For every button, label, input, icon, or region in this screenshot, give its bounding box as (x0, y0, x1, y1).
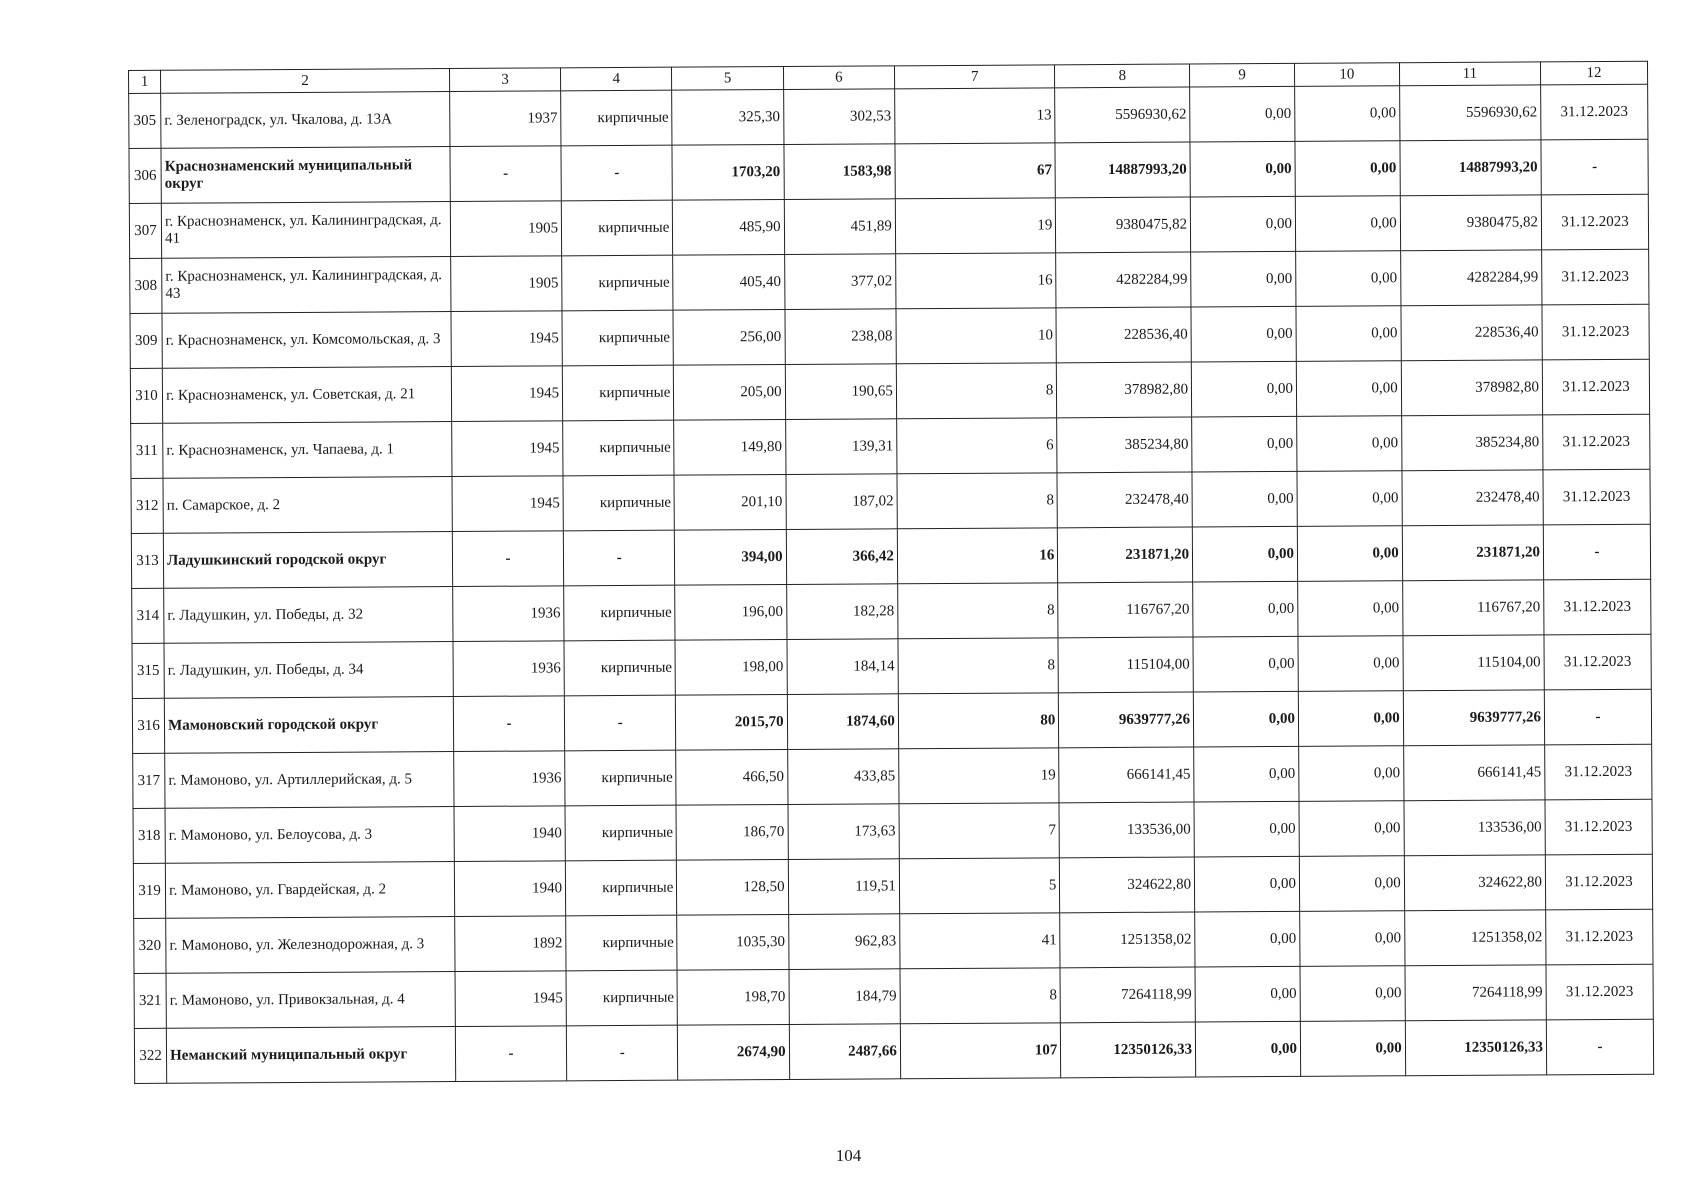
header-cell: 2 (161, 69, 450, 94)
local-cost-cell: 12350126,33 (1405, 1020, 1547, 1076)
deadline-cell: 31.12.2023 (1546, 909, 1653, 965)
address-cell: г. Краснознаменск, ул. Советская, д. 21 (162, 367, 451, 424)
deadline-cell: 31.12.2023 (1546, 964, 1653, 1020)
living-area-cell: 187,02 (786, 474, 898, 530)
wall-material-cell: кирпичные (562, 365, 674, 421)
year-cell: - (455, 1026, 567, 1082)
document-sheet (128, 61, 1654, 1084)
address-cell: Ладушкинский городской округ (163, 532, 452, 589)
budget-cost-cell: 0,00 (1296, 361, 1401, 417)
row-number-cell: 307 (129, 203, 161, 258)
residents-cell: 80 (898, 693, 1059, 749)
fund-cost-cell: 0,00 (1193, 581, 1298, 637)
year-cell: 1940 (454, 806, 566, 862)
table-row (130, 304, 1649, 368)
wall-material-cell: кирпичные (561, 90, 673, 146)
year-cell: 1945 (452, 421, 564, 477)
address-cell: п. Самарское, д. 2 (163, 477, 452, 534)
total-area-cell: 256,00 (673, 309, 785, 365)
year-cell: - (452, 531, 564, 587)
table-row (131, 469, 1650, 533)
residents-cell: 107 (900, 1023, 1061, 1079)
address-cell: г. Краснознаменск, ул. Чапаева, д. 1 (163, 422, 452, 479)
row-number-cell: 311 (131, 423, 163, 478)
header-cell: 7 (894, 65, 1055, 89)
living-area-cell: 184,79 (789, 969, 901, 1025)
total-cost-cell: 116767,20 (1058, 582, 1193, 638)
housing-register-table (128, 61, 1654, 1084)
year-cell: 1945 (451, 311, 563, 367)
total-area-cell: 2674,90 (678, 1024, 790, 1080)
budget-cost-cell: 0,00 (1298, 636, 1403, 692)
budget-cost-cell: 0,00 (1295, 196, 1400, 252)
budget-cost-cell: 0,00 (1295, 86, 1400, 142)
residents-cell: 8 (898, 583, 1059, 639)
total-cost-cell: 378982,80 (1057, 362, 1192, 418)
fund-cost-cell: 0,00 (1195, 1021, 1300, 1077)
table-body (129, 61, 1654, 1083)
address-cell: Неманский муниципальный округ (166, 1027, 455, 1084)
wall-material-cell: кирпичные (564, 640, 676, 696)
year-cell: 1905 (450, 201, 562, 257)
living-area-cell: 302,53 (783, 89, 895, 145)
residents-cell: 6 (897, 418, 1058, 474)
total-area-cell: 149,80 (674, 419, 786, 475)
year-cell: 1945 (452, 476, 564, 532)
address-cell: г. Мамоново, ул. Артиллерийская, д. 5 (165, 752, 454, 809)
wall-material-cell: кирпичные (565, 750, 677, 806)
total-cost-cell: 9380475,82 (1056, 197, 1191, 253)
table-row (129, 194, 1648, 258)
page-number: 104 (835, 1146, 862, 1165)
living-area-cell: 173,63 (788, 804, 900, 860)
local-cost-cell: 385234,80 (1401, 415, 1543, 471)
year-cell: 1905 (451, 256, 563, 312)
fund-cost-cell: 0,00 (1194, 856, 1299, 912)
address-cell: г. Ладушкин, ул. Победы, д. 32 (164, 587, 453, 644)
table-row (134, 964, 1653, 1028)
address-cell: Краснознаменский муниципальный округ (161, 147, 450, 204)
table-row (131, 414, 1650, 478)
total-cost-cell: 133536,00 (1059, 802, 1194, 858)
wall-material-cell: кирпичные (561, 200, 673, 256)
table-row (132, 634, 1651, 698)
header-cell: 12 (1540, 61, 1647, 85)
wall-material-cell: кирпичные (565, 860, 677, 916)
row-number-cell: 313 (131, 533, 163, 588)
living-area-cell: 139,31 (785, 419, 897, 475)
fund-cost-cell: 0,00 (1192, 471, 1297, 527)
residents-cell: 8 (898, 638, 1059, 694)
total-cost-cell: 115104,00 (1058, 637, 1193, 693)
local-cost-cell: 666141,45 (1403, 745, 1545, 801)
district-subtotal-row (134, 1019, 1653, 1083)
year-cell: 1936 (453, 641, 565, 697)
living-area-cell: 1583,98 (784, 144, 896, 200)
deadline-cell: 31.12.2023 (1543, 414, 1650, 470)
header-cell: 11 (1399, 62, 1540, 86)
budget-cost-cell: 0,00 (1299, 856, 1404, 912)
local-cost-cell: 231871,20 (1402, 525, 1544, 581)
row-number-cell: 317 (133, 753, 165, 808)
budget-cost-cell: 0,00 (1297, 416, 1402, 472)
total-area-cell: 186,70 (676, 804, 788, 860)
deadline-cell: 31.12.2023 (1541, 84, 1648, 140)
year-cell: 1936 (454, 751, 566, 807)
address-cell: г. Мамоново, ул. Гвардейская, д. 2 (165, 862, 454, 919)
deadline-cell: - (1541, 139, 1648, 195)
living-area-cell: 451,89 (784, 199, 896, 255)
local-cost-cell: 324622,80 (1404, 855, 1546, 911)
address-cell: г. Мамоново, ул. Привокзальная, д. 4 (166, 972, 455, 1029)
header-cell: 4 (561, 67, 672, 91)
row-number-cell: 320 (134, 918, 166, 973)
fund-cost-cell: 0,00 (1194, 801, 1299, 857)
local-cost-cell: 7264118,99 (1405, 965, 1547, 1021)
header-cell: 8 (1055, 64, 1190, 88)
deadline-cell: 31.12.2023 (1545, 744, 1652, 800)
address-cell: г. Краснознаменск, ул. Калининградская, д. 43 (162, 257, 451, 314)
deadline-cell: - (1544, 689, 1651, 745)
residents-cell: 19 (895, 198, 1056, 254)
header-cell: 10 (1294, 63, 1399, 87)
residents-cell: 8 (896, 363, 1057, 419)
local-cost-cell: 133536,00 (1404, 800, 1546, 856)
deadline-cell: 31.12.2023 (1542, 304, 1649, 360)
wall-material-cell: кирпичные (563, 475, 675, 531)
row-number-cell: 319 (133, 863, 165, 918)
total-area-cell: 198,70 (677, 969, 789, 1025)
wall-material-cell: кирпичные (566, 970, 678, 1026)
total-area-cell: 196,00 (675, 584, 787, 640)
wall-material-cell: - (563, 530, 675, 586)
local-cost-cell: 115104,00 (1403, 635, 1545, 691)
wall-material-cell: кирпичные (562, 255, 674, 311)
deadline-cell: 31.12.2023 (1542, 359, 1649, 415)
deadline-cell: 31.12.2023 (1544, 634, 1651, 690)
row-number-cell: 321 (134, 973, 166, 1028)
residents-cell: 5 (899, 858, 1060, 914)
local-cost-cell: 9380475,82 (1400, 195, 1542, 251)
total-area-cell: 405,40 (673, 254, 785, 310)
living-area-cell: 366,42 (786, 529, 898, 585)
total-area-cell: 205,00 (674, 364, 786, 420)
budget-cost-cell: 0,00 (1297, 471, 1402, 527)
table-row (130, 359, 1649, 423)
address-cell: г. Краснознаменск, ул. Комсомольская, д. 3 (162, 312, 451, 369)
wall-material-cell: - (566, 1025, 678, 1081)
total-area-cell: 466,50 (676, 749, 788, 805)
year-cell: - (453, 696, 565, 752)
living-area-cell: 119,51 (788, 859, 900, 915)
fund-cost-cell: 0,00 (1193, 691, 1298, 747)
table-row (133, 744, 1652, 808)
total-cost-cell: 385234,80 (1057, 417, 1192, 473)
budget-cost-cell: 0,00 (1296, 251, 1401, 307)
total-area-cell: 485,90 (673, 199, 785, 255)
total-cost-cell: 12350126,33 (1061, 1022, 1196, 1078)
fund-cost-cell: 0,00 (1190, 196, 1295, 252)
budget-cost-cell: 0,00 (1299, 801, 1404, 857)
row-number-cell: 308 (130, 258, 162, 313)
budget-cost-cell: 0,00 (1298, 691, 1403, 747)
row-number-cell: 312 (131, 478, 163, 533)
address-cell: г. Мамоново, ул. Железнодорожная, д. 3 (166, 917, 455, 974)
total-cost-cell: 7264118,99 (1060, 967, 1195, 1023)
total-cost-cell: 228536,40 (1056, 307, 1191, 363)
fund-cost-cell: 0,00 (1191, 361, 1296, 417)
table-row (130, 249, 1649, 313)
header-cell: 3 (449, 68, 560, 92)
deadline-cell: 31.12.2023 (1541, 194, 1648, 250)
living-area-cell: 377,02 (784, 254, 896, 310)
row-number-cell: 316 (132, 698, 164, 753)
budget-cost-cell: 0,00 (1295, 141, 1400, 197)
fund-cost-cell: 0,00 (1191, 251, 1296, 307)
local-cost-cell: 378982,80 (1401, 360, 1543, 416)
budget-cost-cell: 0,00 (1299, 746, 1404, 802)
local-cost-cell: 9639777,26 (1403, 690, 1545, 746)
deadline-cell: 31.12.2023 (1542, 249, 1649, 305)
total-cost-cell: 666141,45 (1059, 747, 1194, 803)
table-row (129, 84, 1648, 148)
deadline-cell: 31.12.2023 (1543, 469, 1650, 525)
table-row (133, 854, 1652, 918)
total-area-cell: 1703,20 (672, 144, 784, 200)
deadline-cell: 31.12.2023 (1545, 799, 1652, 855)
residents-cell: 41 (900, 913, 1061, 969)
address-cell: г. Краснознаменск, ул. Калининградская, д. 41 (161, 202, 450, 259)
wall-material-cell: кирпичные (564, 585, 676, 641)
total-cost-cell: 231871,20 (1058, 527, 1193, 583)
total-cost-cell: 1251358,02 (1060, 912, 1195, 968)
district-subtotal-row (132, 689, 1651, 753)
header-cell: 1 (129, 70, 161, 93)
deadline-cell: - (1546, 1019, 1653, 1075)
fund-cost-cell: 0,00 (1191, 306, 1296, 362)
total-area-cell: 128,50 (677, 859, 789, 915)
fund-cost-cell: 0,00 (1194, 746, 1299, 802)
header-cell: 9 (1190, 63, 1295, 87)
living-area-cell: 184,14 (787, 639, 899, 695)
district-subtotal-row (131, 524, 1650, 588)
fund-cost-cell: 0,00 (1193, 636, 1298, 692)
total-area-cell: 325,30 (672, 89, 784, 145)
address-cell: Мамоновский городской округ (164, 697, 453, 754)
local-cost-cell: 232478,40 (1402, 470, 1544, 526)
year-cell: 1892 (455, 916, 567, 972)
deadline-cell: - (1543, 524, 1650, 580)
local-cost-cell: 116767,20 (1402, 580, 1544, 636)
total-cost-cell: 5596930,62 (1055, 87, 1190, 143)
address-cell: г. Мамоново, ул. Белоусова, д. 3 (165, 807, 454, 864)
residents-cell: 8 (900, 968, 1061, 1024)
wall-material-cell: кирпичные (563, 420, 675, 476)
deadline-cell: 31.12.2023 (1544, 579, 1651, 635)
year-cell: 1940 (454, 861, 566, 917)
local-cost-cell: 1251358,02 (1404, 910, 1546, 966)
living-area-cell: 962,83 (788, 914, 900, 970)
total-area-cell: 394,00 (675, 529, 787, 585)
total-area-cell: 201,10 (674, 474, 786, 530)
year-cell: 1945 (451, 366, 563, 422)
fund-cost-cell: 0,00 (1195, 966, 1300, 1022)
row-number-cell: 322 (134, 1028, 166, 1083)
budget-cost-cell: 0,00 (1300, 1021, 1405, 1077)
living-area-cell: 1874,60 (787, 694, 899, 750)
row-number-cell: 310 (130, 368, 162, 423)
year-cell: 1937 (450, 91, 562, 147)
residents-cell: 13 (895, 88, 1056, 144)
budget-cost-cell: 0,00 (1296, 306, 1401, 362)
total-cost-cell: 4282284,99 (1056, 252, 1191, 308)
wall-material-cell: кирпичные (565, 805, 677, 861)
row-number-cell: 314 (132, 588, 164, 643)
header-cell: 6 (783, 66, 894, 90)
budget-cost-cell: 0,00 (1298, 581, 1403, 637)
total-cost-cell: 9639777,26 (1059, 692, 1194, 748)
table-row (133, 799, 1652, 863)
budget-cost-cell: 0,00 (1300, 966, 1405, 1022)
fund-cost-cell: 0,00 (1192, 416, 1297, 472)
row-number-cell: 305 (129, 93, 161, 148)
deadline-cell: 31.12.2023 (1545, 854, 1652, 910)
year-cell: 1936 (453, 586, 565, 642)
fund-cost-cell: 0,00 (1192, 526, 1297, 582)
row-number-cell: 306 (129, 148, 161, 203)
total-area-cell: 1035,30 (677, 914, 789, 970)
wall-material-cell: кирпичные (566, 915, 678, 971)
table-row (132, 579, 1651, 643)
row-number-cell: 309 (130, 313, 162, 368)
residents-cell: 19 (899, 748, 1060, 804)
budget-cost-cell: 0,00 (1300, 911, 1405, 967)
wall-material-cell: кирпичные (562, 310, 674, 366)
budget-cost-cell: 0,00 (1297, 526, 1402, 582)
wall-material-cell: - (561, 145, 673, 201)
row-number-cell: 315 (132, 643, 164, 698)
local-cost-cell: 14887993,20 (1400, 140, 1542, 196)
total-cost-cell: 232478,40 (1057, 472, 1192, 528)
living-area-cell: 190,65 (785, 364, 897, 420)
total-area-cell: 2015,70 (676, 694, 788, 750)
table-row (134, 909, 1653, 973)
residents-cell: 16 (897, 528, 1058, 584)
total-cost-cell: 14887993,20 (1055, 142, 1190, 198)
row-number-cell: 318 (133, 808, 165, 863)
living-area-cell: 2487,66 (789, 1024, 901, 1080)
year-cell: 1945 (455, 971, 567, 1027)
year-cell: - (450, 146, 562, 202)
residents-cell: 7 (899, 803, 1060, 859)
total-cost-cell: 324622,80 (1060, 857, 1195, 913)
local-cost-cell: 5596930,62 (1399, 85, 1541, 141)
header-cell: 5 (672, 66, 783, 90)
address-cell: г. Ладушкин, ул. Победы, д. 34 (164, 642, 453, 699)
local-cost-cell: 228536,40 (1401, 305, 1543, 361)
total-area-cell: 198,00 (675, 639, 787, 695)
residents-cell: 67 (895, 143, 1056, 199)
address-cell: г. Зеленоградск, ул. Чкалова, д. 13А (161, 92, 450, 149)
fund-cost-cell: 0,00 (1190, 86, 1295, 142)
district-subtotal-row (129, 139, 1648, 203)
wall-material-cell: - (564, 695, 676, 751)
residents-cell: 10 (896, 308, 1057, 364)
residents-cell: 8 (897, 473, 1058, 529)
residents-cell: 16 (896, 253, 1057, 309)
living-area-cell: 238,08 (785, 309, 897, 365)
living-area-cell: 182,28 (786, 584, 898, 640)
fund-cost-cell: 0,00 (1195, 911, 1300, 967)
local-cost-cell: 4282284,99 (1400, 250, 1542, 306)
living-area-cell: 433,85 (787, 749, 899, 805)
fund-cost-cell: 0,00 (1190, 141, 1295, 197)
